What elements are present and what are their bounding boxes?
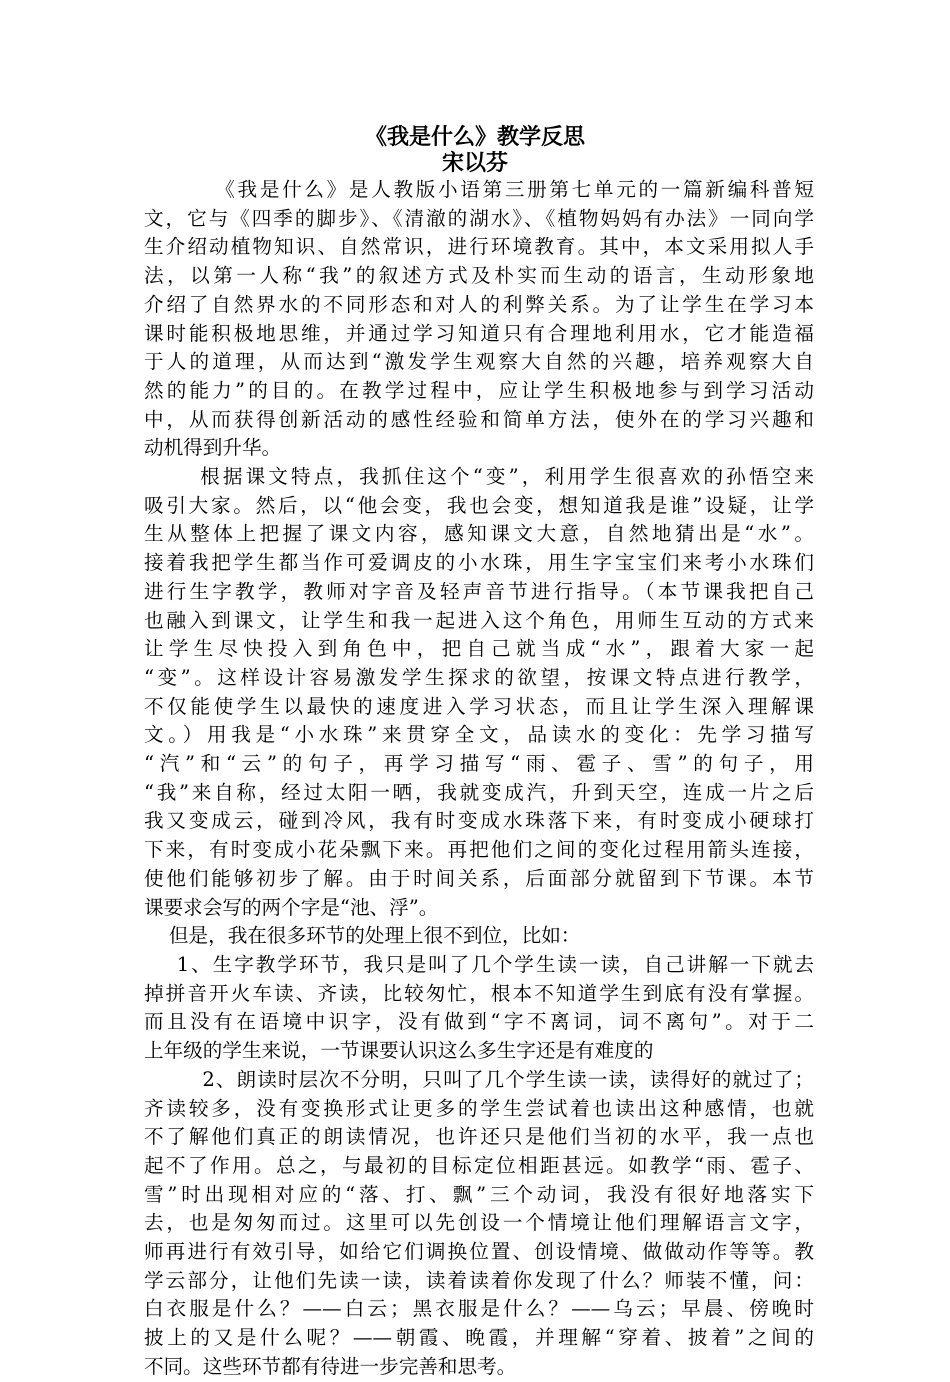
body-line: 生介绍动植物知识、自然常识，进行环境教育。其中，本文采用拟人手 — [144, 235, 814, 259]
body-line: 披上的又是什么呢？——朝霞、晚霞，并理解“穿着、披着”之间的 — [144, 1326, 814, 1350]
body-line: 掉拼音开火车读、齐读，比较匆忙，根本不知道学生到底有没有掌握。 — [144, 981, 814, 1005]
body-line: 接着我把学生都当作可爱调皮的小水珠，用生字宝宝们来考小水珠们 — [144, 551, 814, 575]
body-line: 让学生尽快投入到角色中，把自己就当成“水”，跟着大家一起 — [144, 637, 814, 661]
body-line: 但是，我在很多环节的处理上很不到位，比如： — [144, 924, 581, 948]
body-line: 雪”时出现相对应的“落、打、飘”三个动词，我没有很好地落实下 — [144, 1182, 814, 1206]
body-line: “汽”和“云”的句子，再学习描写“雨、雹子、雪”的句子，用 — [144, 752, 814, 776]
body-line: 起不了作用。总之，与最初的目标定位相距甚远。如教学“雨、雹子、 — [144, 1153, 814, 1177]
author-name: 宋以芬 — [441, 151, 508, 176]
body-line: 吸引大家。然后，以“他会变，我也会变，想知道我是谁”设疑，让学 — [144, 493, 814, 517]
body-line: 不了解他们真正的朗读情况，也许还只是他们当初的水平，我一点也 — [144, 1125, 814, 1149]
body-line: 生从整体上把握了课文内容，感知课文大意，自然地猜出是“水”。 — [144, 522, 814, 546]
body-line: 不仅能使学生以最快的速度进入学习状态，而且让学生深入理解课 — [144, 694, 814, 718]
body-line: 我又变成云，碰到冷风，我有时变成水珠落下来，有时变成小硬球打 — [144, 809, 814, 833]
body-line: 中，从而获得创新活动的感性经验和简单方法，使外在的学习兴趣和 — [144, 407, 814, 431]
body-line: 使他们能够初步了解。由于时间关系，后面部分就留到下节课。本节 — [144, 866, 814, 890]
body-line: 而且没有在语境中识字，没有做到“字不离词，词不离句”。对于二 — [144, 1010, 814, 1034]
body-line: “我”来自称，经过太阳一晒，我就变成汽，升到天空，连成一片之后 — [144, 780, 814, 804]
body-line: 于人的道理，从而达到“激发学生观察大自然的兴趣，培养观察大自 — [144, 350, 814, 374]
body-line: 然的能力”的目的。在教学过程中，应让学生积极地参与到学习活动 — [144, 378, 814, 402]
body-line: 介绍了自然界水的不同形态和对人的利弊关系。为了让学生在学习本 — [144, 292, 814, 316]
body-line: 文，它与《四季的脚步》、《清澈的湖水》、《植物妈妈有办法》一同向学 — [144, 206, 814, 230]
body-line: 去，也是匆匆而过。这里可以先创设一个情境让他们理解语言文字， — [144, 1211, 814, 1235]
body-line: 齐读较多，没有变换形式让更多的学生尝试着也读出这种感情，也就 — [144, 1096, 814, 1120]
body-line: 课要求会写的两个字是“池、浮”。 — [144, 895, 439, 919]
body-line: 课时能积极地思维，并通过学习知道只有合理地利用水，它才能造福 — [144, 321, 814, 345]
body-line: 《我是什么》是人教版小语第三册第七单元的一篇新编科普短 — [144, 178, 814, 201]
body-line: 进行生字教学，教师对字音及轻声音节进行指导。（本节课我把自己 — [144, 579, 814, 603]
body-line: 根据课文特点，我抓住这个“变”，利用学生很喜欢的孙悟空来 — [144, 465, 814, 489]
body-line: “变”。这样设计容易激发学生探求的欲望，按课文特点进行教学， — [144, 665, 814, 689]
body-line: 法，以第一人称“我”的叙述方式及朴实而生动的语言，生动形象地 — [144, 264, 814, 288]
body-line: 上年级的学生来说，一节课要认识这么多生字还是有难度的 — [144, 1039, 654, 1063]
body-line: 下来，有时变成小花朵飘下来。再把他们之间的变化过程用箭头连接， — [144, 838, 814, 862]
body-line: 也融入到课文，让学生和我一起进入这个角色，用师生互动的方式来 — [144, 608, 814, 632]
body-line: 文。）用我是“小水珠”来贯穿全文，品读水的变化：先学习描写 — [144, 723, 814, 747]
document-body — [144, 176, 814, 1382]
body-line: 白衣服是什么？——白云；黑衣服是什么？——乌云；早晨、傍晚时 — [144, 1297, 814, 1321]
body-line: 2、朗读时层次不分明，只叫了几个学生读一读，读得好的就过了； — [144, 1067, 814, 1091]
document-title: 《我是什么》教学反思 — [364, 125, 585, 150]
body-line: 学云部分，让他们先读一读，读着读着你发现了什么？师装不懂，问： — [144, 1268, 814, 1292]
body-line: 1、生字教学环节，我只是叫了几个学生读一读，自己讲解一下就去 — [144, 952, 814, 976]
body-line: 不同。这些环节都有待进一步完善和思考。 — [144, 1354, 517, 1378]
body-line: 动机得到升华。 — [144, 436, 282, 460]
body-line: 师再进行有效引导，如给它们调换位置、创设情境、做做动作等等。教 — [144, 1240, 814, 1264]
